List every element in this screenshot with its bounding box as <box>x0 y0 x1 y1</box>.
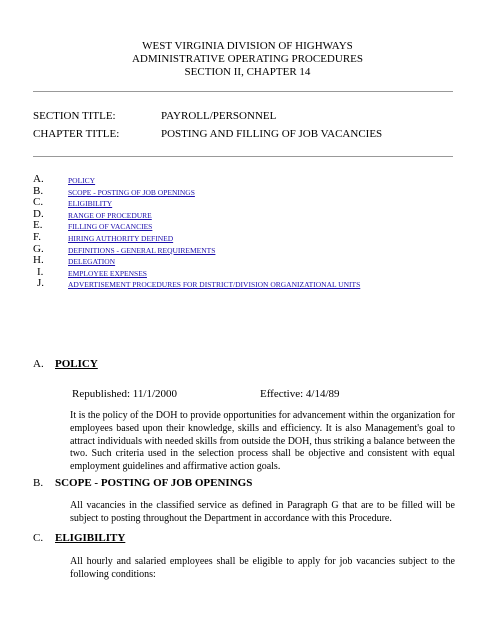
toc-link-policy[interactable]: POLICY <box>68 176 96 185</box>
section-title-label: SECTION TITLE: <box>33 110 116 122</box>
divider-top <box>33 91 453 92</box>
toc-link-hiring-authority[interactable]: HIRING AUTHORITY DEFINED <box>68 233 174 243</box>
toc-link-range[interactable]: RANGE OF PROCEDURE <box>68 210 152 220</box>
dates-row <box>72 388 340 401</box>
toc-link-advertisement[interactable]: ADVERTISEMENT PROCEDURES FOR DISTRICT/DIVISION ORGANIZATIONAL UNITS <box>68 280 361 290</box>
header-line-1: WEST VIRGINIA DIVISION OF HIGHWAYS <box>142 40 353 52</box>
toc-link-filling[interactable]: FILLING OF VACANCIES <box>68 222 153 232</box>
section-title: ELIGIBILITY <box>55 532 126 544</box>
section-title: SCOPE - POSTING OF JOB OPENINGS <box>55 477 253 489</box>
divider-bottom <box>33 156 453 157</box>
toc-letter: E. <box>33 219 43 232</box>
toc-letter: I. <box>37 265 44 278</box>
section-title: POLICY <box>55 358 98 370</box>
toc-link-definitions[interactable]: DEFINITIONS - GENERAL REQUIREMENTS <box>68 245 216 255</box>
section-title-value: PAYROLL/PERSONNEL <box>161 110 277 122</box>
header-line-3: SECTION II, CHAPTER 14 <box>184 66 311 78</box>
toc-letter: F. <box>33 230 41 243</box>
toc-letter: J. <box>37 277 45 290</box>
toc-letter: C. <box>33 196 44 209</box>
republished-date: Republished: 11/1/2000 <box>72 388 178 400</box>
toc-link-delegation[interactable]: DELEGATION <box>68 257 116 267</box>
toc-link-eligibility[interactable]: ELIGIBILITY <box>68 199 113 209</box>
chapter-title-value: POSTING AND FILLING OF JOB VACANCIES <box>161 128 383 140</box>
section-b-body: All vacancies in the classified service as defined in Paragraph G that are to be filled will be subject to posting throughout the Department in accordance with this Procedure. <box>70 500 455 524</box>
toc-letter: G. <box>33 242 44 255</box>
chapter-title-label: CHAPTER TITLE: <box>33 128 120 140</box>
toc-link-expenses[interactable]: EMPLOYEE EXPENSES <box>68 268 147 278</box>
effective-date: Effective: 4/14/89 <box>260 388 340 400</box>
section-letter: C. <box>33 532 44 544</box>
header-line-2: ADMINISTRATIVE OPERATING PROCEDURES <box>131 53 363 65</box>
toc-letter: D. <box>33 207 44 220</box>
toc-letter: B. <box>33 184 44 197</box>
section-a-body: It is the policy of the DOH to provide opportunities for advancement within the organization for employees based upon their knowledge, skills and efficiency. It is also Management's goal to attract individuals with needed skills from outside the DOH, thus striking a balance between the two. Such criteria used in the selection process shall be objective and consistent with equal employment guidelines and affirmative action goals. <box>70 410 455 473</box>
section-c-body: All hourly and salaried employees shall be eligible to apply for job vacancies subject to the following conditions: <box>70 556 455 580</box>
section-letter: A. <box>33 358 44 370</box>
document-header <box>0 40 495 79</box>
toc-letter: A. <box>33 173 44 185</box>
section-letter: B. <box>33 477 44 489</box>
toc-link-scope[interactable]: SCOPE - POSTING OF JOB OPENINGS <box>68 187 195 197</box>
toc-letter: H. <box>33 254 44 267</box>
